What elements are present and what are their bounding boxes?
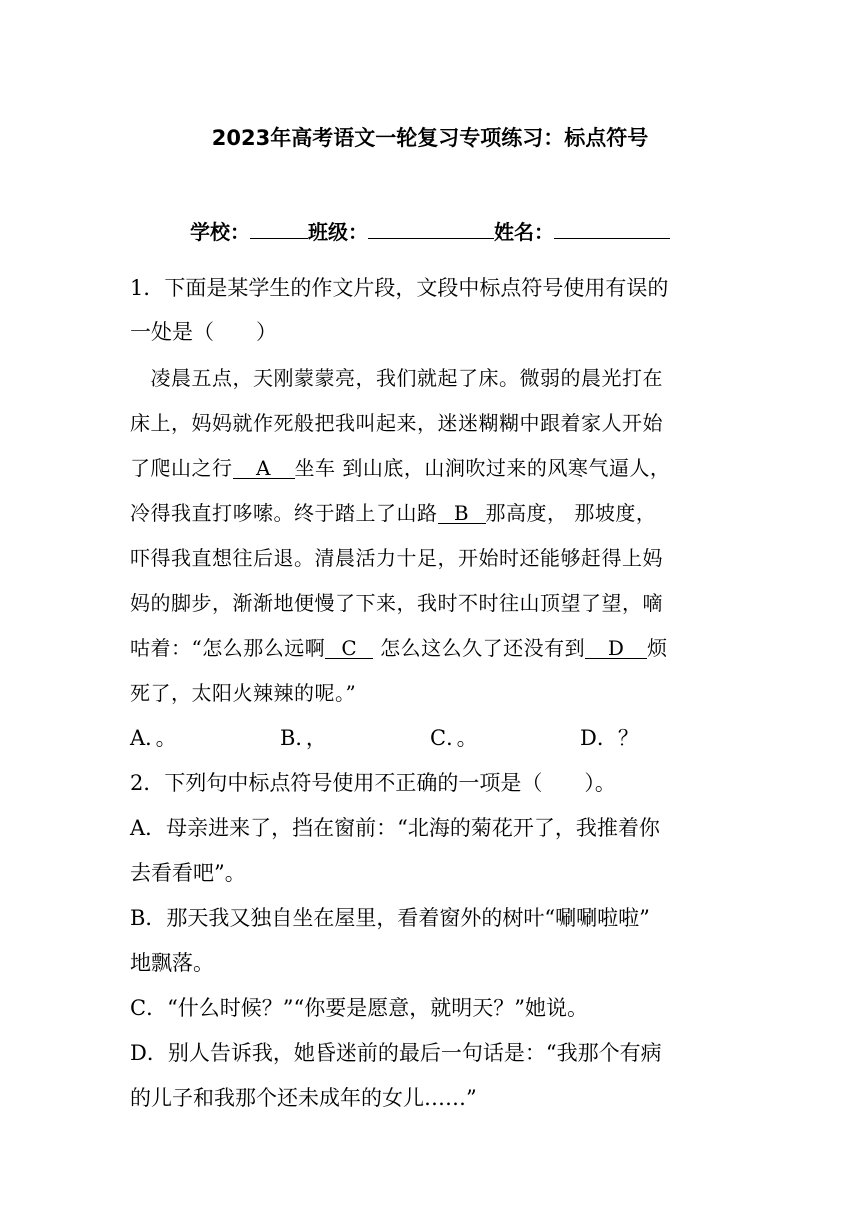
class-label: 班级： [308,220,368,244]
q1-passage-line2: 床上，妈妈就作死般把我叫起来，迷迷糊糊中跟着家人开始 [130,411,663,435]
q1-passage-line8: 死了，太阳火辣辣的呢。” [130,681,357,705]
header-fields [0,216,860,245]
q2-option-d-line2[interactable]: 的儿子和我那个还未成年的女儿……” [130,1086,477,1110]
q1-passage-line5: 吓得我直想往后退。清晨活力十足，开始时还能够赶得上妈 [130,546,663,570]
gap-c: C [325,638,373,659]
q1-passage-line7 [130,632,668,661]
q1-option-a[interactable]: A．。 [130,726,177,750]
passage-text: 咕着：“怎么那么远啊 [130,636,326,660]
school-blank[interactable] [250,218,308,239]
q2-option-d-line1[interactable]: D．别人告诉我，她昏迷前的最后一句话是：“我那个有病 [130,1041,662,1065]
q1-passage-line4 [130,497,656,526]
passage-text: 那高度， 那坡度， [485,501,657,525]
q1-option-b[interactable]: B．， [280,726,327,750]
passage-text: 冷得我直打哆嗦。终于踏上了山路 [130,501,438,525]
q2-option-a-line2[interactable]: 去看看吧”。 [130,861,246,885]
class-blank[interactable] [368,218,494,239]
q1-stem-line2: 一处是（ ） [130,320,277,344]
page-title: 2023年高考语文一轮复习专项练习：标点符号 [211,126,649,150]
q1-passage-line1: 凌晨五点，天刚蒙蒙亮，我们就起了床。微弱的晨光打在 [130,366,663,390]
q1-option-d[interactable]: D．？ [580,726,639,750]
q1-option-c[interactable]: C．。 [430,726,478,750]
passage-text: 烦 [647,636,668,660]
q2-stem: 2．下列句中标点符号使用不正确的一项是（ ）。 [130,771,616,795]
q2-option-a-line1[interactable]: A．母亲进来了，挡在窗前：“北海的菊花开了，我推着你 [130,816,660,840]
q2-option-b-line2[interactable]: 地飘落。 [130,951,214,975]
passage-text: 怎么这么久了还没有到 [373,636,586,660]
gap-b: B [438,503,486,524]
q2-option-b-line1[interactable]: B．那天我又独自坐在屋里，看着窗外的树叶“唰唰啦啦” [130,906,650,930]
q1-stem-line1: 1．下面是某学生的作文片段，文段中标点符号使用有误的 [130,276,669,300]
passage-text: 坐车 到山底，山涧吹过来的风寒气逼人， [294,456,671,480]
gap-d: D [585,638,647,659]
name-blank[interactable] [554,218,670,239]
q2-option-c[interactable]: C．“什么时候？”“你要是愿意，就明天？”她说。 [130,996,589,1020]
name-label: 姓名： [494,220,554,244]
passage-text: 了爬山之行 [130,456,233,480]
q1-passage-line3 [130,452,670,481]
gap-a: A [233,458,295,479]
q1-passage-line6: 妈的脚步，渐渐地便慢了下来，我时不时往山顶望了望，嘀 [130,591,663,615]
school-label: 学校： [190,220,250,244]
